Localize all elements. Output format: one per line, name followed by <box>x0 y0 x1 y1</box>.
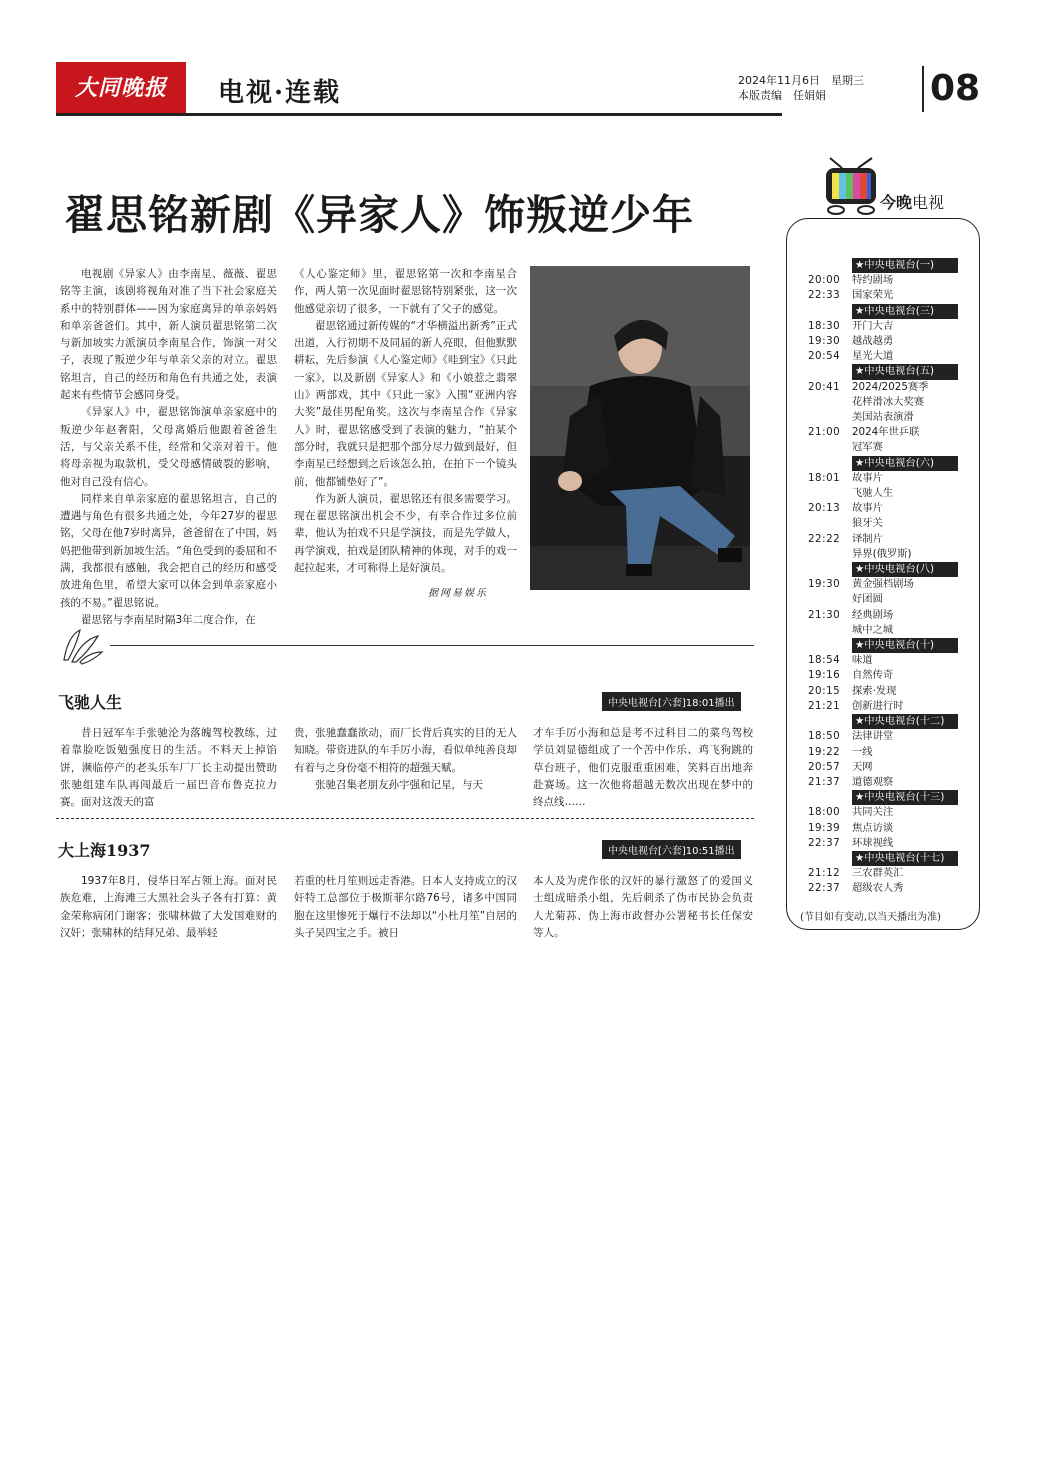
article-paragraph: 《异家人》中，翟思铭饰演单亲家庭中的叛逆少年赵奢阳，父母离婚后他跟着爸爸生活，与父亲关系不佳，经常和父亲对着干。他将母亲视为取款机，受父母感情破裂的影响，他对自己没有信心。 <box>60 406 277 488</box>
schedule-row <box>808 395 958 410</box>
synopsis-paragraph: 贵，张驰蠢蠢欲动，而厂长背后真实的目的无人知晓。带资进队的车手厉小海，看似单纯善良却有着与之身份毫不相符的超强天赋。 <box>294 727 517 774</box>
show-name: 味道 <box>852 654 873 667</box>
newspaper-logo: 大同晚报 <box>56 62 186 114</box>
page-number: 08 <box>930 68 981 109</box>
show-name: 黄金强档剧场 <box>852 578 914 591</box>
schedule-row <box>808 319 958 334</box>
show-time <box>808 395 852 410</box>
schedule-row <box>808 410 958 425</box>
show-name: 法律讲堂 <box>852 730 894 743</box>
tv-schedule <box>808 258 958 897</box>
show-name: 越战越勇 <box>852 335 894 348</box>
show-name: 焦点访谈 <box>852 821 894 834</box>
show-name: 天网 <box>852 760 873 773</box>
show-time: 20:13 <box>808 502 841 515</box>
channel-header: ★中央电视台(十三) <box>852 790 958 805</box>
synopsis-paragraph: 昔日冠军车手张驰沦为落魄驾校教练，过着靠脸吃饭勉强度日的生活。不料天上掉馅饼，濒临停产的老头乐车厂厂长主动提出赞助张驰组建车队再闯最后一届巴音布鲁克拉力赛。面对这泼天的富 <box>60 727 277 809</box>
show-time <box>808 486 852 501</box>
program-title: 大上海1937 <box>58 841 151 860</box>
channel-header: ★中央电视台(一) <box>852 258 958 273</box>
synopsis-paragraph: 若重的杜月笙则远走香港。日本人支持成立的汉奸特工总部位于极斯菲尔路76号，诸多中国同胞在这里惨死于爆行不法却以“小杜月笙”自居的头子吴四宝之手。被日 <box>294 875 517 939</box>
schedule-row <box>808 349 958 364</box>
show-name: 飞驰人生 <box>852 487 894 500</box>
schedule-row <box>808 288 958 303</box>
show-time <box>808 410 852 425</box>
show-time: 21:12 <box>808 867 841 880</box>
schedule-row <box>808 532 958 547</box>
show-name: 环球视线 <box>852 836 894 849</box>
schedule-row <box>808 577 958 592</box>
program-synopsis-col3 <box>533 873 753 942</box>
show-name: 超级农人秀 <box>852 882 904 895</box>
channel-header: ★中央电视台(三) <box>852 304 958 319</box>
schedule-row <box>808 821 958 836</box>
channel-header: ★中央电视台(五) <box>852 364 958 379</box>
show-time: 19:30 <box>808 578 841 591</box>
show-time: 18:00 <box>808 806 841 819</box>
schedule-row <box>808 805 958 820</box>
masthead-rule <box>56 113 782 116</box>
show-time: 20:57 <box>808 760 841 773</box>
program-title: 飞驰人生 <box>58 693 123 712</box>
show-name: 共同关注 <box>852 806 894 819</box>
show-name: 城中之城 <box>852 623 894 636</box>
show-name: 好团圆 <box>852 593 883 606</box>
schedule-row <box>808 775 958 790</box>
show-name: 故事片 <box>852 502 883 515</box>
show-time: 22:37 <box>808 836 841 849</box>
show-time: 20:00 <box>808 274 841 287</box>
schedule-row <box>808 881 958 896</box>
schedule-row <box>808 501 958 516</box>
editor-credit: 本版责编 任娟娟 <box>738 89 826 102</box>
article-credit: 据网易娱乐 <box>428 588 488 599</box>
show-time <box>808 623 852 638</box>
schedule-row <box>808 471 958 486</box>
show-time <box>808 592 852 607</box>
schedule-note: (节目如有变动,以当天播出为准) <box>800 912 941 923</box>
program-synopsis-col2 <box>294 873 517 942</box>
show-name: 2024/2025赛季 <box>852 380 929 393</box>
program-synopsis-col3 <box>533 725 753 811</box>
schedule-row <box>808 668 958 683</box>
schedule-row <box>808 440 958 455</box>
show-name: 故事片 <box>852 471 883 484</box>
show-name: 特约剧场 <box>852 274 894 287</box>
show-name: 自然传奇 <box>852 669 894 682</box>
synopsis-paragraph: 1937年8月，侵华日军占领上海。面对民族危难，上海滩三大黑社会头子各有打算：黄金荣称病闭门谢客；张啸林做了大发国难财的汉奸；张啸林的结拜兄弟、最举轻 <box>60 875 277 939</box>
schedule-row <box>808 334 958 349</box>
tv-guide-title-rest: 电视 <box>912 193 945 212</box>
channel-header: ★中央电视台(十二) <box>852 714 958 729</box>
show-time <box>808 516 852 531</box>
program-airtime-badge: 中央电视台[六套]10:51播出 <box>602 840 741 859</box>
schedule-row <box>808 866 958 881</box>
show-time: 22:33 <box>808 289 841 302</box>
article-paragraph: 同样来自单亲家庭的翟思铭坦言，自己的遭遇与角色有很多共通之处，今年27岁的翟思铭，父母在他7岁时离异，爸爸留在了中国，妈妈把他带到新加坡生活。“角色受到的委屈和不满，我都很有感触，我会把自己的经历和感受放进角色里，希望大家可以体会到单亲家庭小孩的不易。”翟思铭说。 <box>60 492 277 609</box>
show-name: 创新进行时 <box>852 699 904 712</box>
show-name: 国家荣光 <box>852 289 894 302</box>
article-paragraph: 翟思铭通过新传媒的“才华横溢出新秀”正式出道，入行初期不及同届的新人亮眼，但他默默耕耘，先后参演《人心鉴定师》《哇到宝》《只此一家》，以及新剧《异家人》和《小娘惹之翡翠山》两部戏，其中《只此一家》入围“亚洲内容大奖”最佳男配角奖。这次与李南星合作《异家人》时，翟思铭感受到了表演的魅力，“拍某个部分时，我就只是把那个部分尽力做到最好，但李南星已经想到之后该怎么拍，在拍下一个镜头前，他都铺垫好了”。 <box>294 319 517 488</box>
program-synopsis-col1 <box>60 873 277 942</box>
issue-date: 2024年11月6日 星期三 <box>738 74 864 87</box>
show-time: 18:54 <box>808 654 841 667</box>
program-separator <box>56 818 754 819</box>
schedule-row <box>808 653 958 668</box>
issue-info <box>738 73 864 103</box>
article-paragraph: 《人心鉴定师》里，翟思铭第一次和李南星合作，两人第一次见面时翟思铭特别紧张，这一次他感觉亲切了很多，一下就有了父子的感觉。 <box>294 268 517 315</box>
synopsis-paragraph: 本人及为虎作伥的汉奸的暴行激怒了的爱国义士组成暗杀小组，先后刺杀了伪市民协会负责人尤菊荪、伪上海市政督办公署秘书长任保安等人。 <box>533 875 753 939</box>
channel-header: ★中央电视台(十七) <box>852 851 958 866</box>
show-time: 20:15 <box>808 684 841 697</box>
show-time <box>808 547 852 562</box>
show-time: 21:30 <box>808 608 841 621</box>
synopsis-paragraph: 才车手厉小海和总是考不过科目二的菜鸟驾校学员刘显德组成了一个苦中作乐、鸡飞狗跳的草台班子，他们克服重重困难，笑料百出地奔赴赛场。这一次他将超越无数次出现在梦中的终点线…… <box>533 727 753 809</box>
schedule-row <box>808 760 958 775</box>
show-name: 道德观察 <box>852 775 894 788</box>
actor-photo <box>530 266 750 590</box>
channel-header: ★中央电视台(十) <box>852 638 958 653</box>
program-synopsis-col1 <box>60 725 277 811</box>
show-name: 异界(俄罗斯) <box>852 547 912 560</box>
show-time: 19:30 <box>808 335 841 348</box>
article-headline: 翟思铭新剧《异家人》饰叛逆少年 <box>64 191 694 239</box>
article-column-2 <box>294 266 517 577</box>
leaf-ornament-icon <box>58 626 104 666</box>
masthead-divider <box>922 66 924 112</box>
channel-header: ★中央电视台(六) <box>852 456 958 471</box>
schedule-row <box>808 486 958 501</box>
tv-guide-title <box>880 190 944 213</box>
schedule-row <box>808 729 958 744</box>
show-name: 三农群英汇 <box>852 867 904 880</box>
schedule-row <box>808 516 958 531</box>
show-name: 狼牙关 <box>852 517 883 530</box>
show-time: 21:21 <box>808 699 841 712</box>
schedule-row <box>808 623 958 638</box>
schedule-row <box>808 836 958 851</box>
synopsis-paragraph: 张驰召集老朋友孙宇强和记星，与天 <box>315 778 483 791</box>
section-divider <box>110 645 754 646</box>
show-name: 探索·发现 <box>852 684 897 697</box>
show-time: 18:30 <box>808 319 841 332</box>
television-icon <box>822 156 880 216</box>
schedule-row <box>808 592 958 607</box>
show-name: 冠军赛 <box>852 441 883 454</box>
show-time: 19:16 <box>808 669 841 682</box>
show-name: 美国站表演滑 <box>852 411 914 424</box>
show-time: 18:50 <box>808 730 841 743</box>
show-time: 19:39 <box>808 821 841 834</box>
article-column-1 <box>60 266 277 629</box>
schedule-row <box>808 547 958 562</box>
schedule-row <box>808 273 958 288</box>
show-time: 21:00 <box>808 426 841 439</box>
schedule-row <box>808 380 958 395</box>
show-name: 星光大道 <box>852 350 894 363</box>
show-time <box>808 440 852 455</box>
schedule-row <box>808 608 958 623</box>
program-airtime-badge: 中央电视台[六套]18:01播出 <box>602 692 741 711</box>
schedule-row <box>808 699 958 714</box>
show-name: 开门大吉 <box>852 319 894 332</box>
show-time: 18:01 <box>808 471 841 484</box>
show-name: 一线 <box>852 745 873 758</box>
show-name: 经典剧场 <box>852 608 894 621</box>
channel-header: ★中央电视台(八) <box>852 562 958 577</box>
actor-photo-illustration <box>530 266 750 590</box>
tv-guide-title-bold: 今晚 <box>880 193 913 212</box>
article-paragraph: 作为新人演员，翟思铭还有很多需要学习。现在翟思铭演出机会不少，有幸合作过多位前辈，他认为拍戏不只是学演技，而是先学做人，再学演戏，拍戏是团队精神的体现，对手的戏一起拉起来，才可称得上是好演员。 <box>294 492 517 575</box>
schedule-row <box>808 684 958 699</box>
show-name: 花样滑冰大奖赛 <box>852 395 925 408</box>
article-paragraph: 翟思铭与李南星时隔3年二度合作，在 <box>81 613 256 626</box>
program-synopsis-col2 <box>294 725 517 794</box>
show-time: 22:37 <box>808 882 841 895</box>
schedule-row <box>808 745 958 760</box>
section-title: 电视·连载 <box>218 78 342 108</box>
show-time: 19:22 <box>808 745 841 758</box>
show-name: 译制片 <box>852 532 883 545</box>
show-time: 20:41 <box>808 380 841 393</box>
show-time: 22:22 <box>808 532 841 545</box>
show-name: 2024年世乒联 <box>852 426 920 439</box>
schedule-row <box>808 425 958 440</box>
show-time: 21:37 <box>808 775 841 788</box>
article-paragraph: 电视剧《异家人》由李南星、薇薇、翟思铭等主演，该剧将视角对准了当下社会家庭关系中的特别群体——因为家庭离异的单亲妈妈和单亲爸爸们。其中，新人演员翟思铭第二次与新加坡实力派演员李南星合作，饰演一对父子，表现了叛逆少年与单亲父亲的对立。翟思铭坦言，自己的经历和角色有共通之处，表演起来有些情节会感同身受。 <box>60 268 277 402</box>
show-time: 20:54 <box>808 350 841 363</box>
